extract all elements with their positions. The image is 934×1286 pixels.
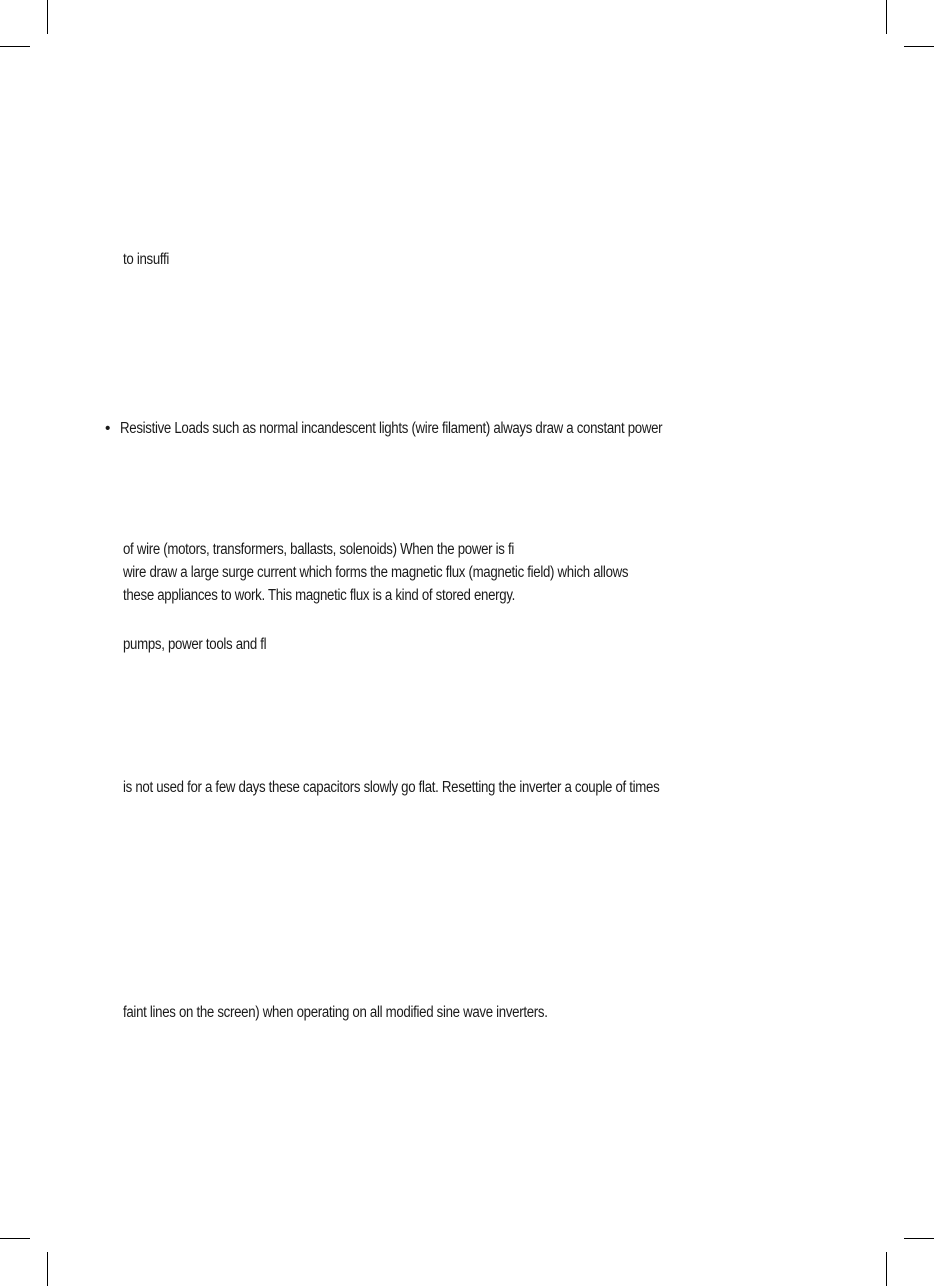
text-line-8: faint lines on the screen) when operating on all modified sine wave inverters. [123,1004,548,1021]
crop-mark-top-right-vertical [886,0,887,34]
text-line-5: these appliances to work. This magnetic flux is a kind of stored energy. [123,587,516,604]
crop-mark-top-right-horizontal [904,46,934,47]
text-line-6: pumps, power tools and fl [123,636,267,653]
text-line-4: wire draw a large surge current which forms the magnetic flux (magnetic field) which allows [123,564,629,581]
text-line-1: to insuffi [123,251,170,268]
text-line-7: is not used for a few days these capacitors slowly go flat. Resetting the inverter a couple of times [123,779,660,796]
crop-mark-top-left-horizontal [0,46,30,47]
crop-mark-top-left-vertical [47,0,48,34]
bullet-marker: • [105,420,111,437]
crop-mark-bottom-left-vertical [47,1252,48,1286]
text-line-2: Resistive Loads such as normal incandescent lights (wire filament) always draw a constant power [120,420,663,437]
crop-mark-bottom-right-horizontal [904,1238,934,1239]
crop-mark-bottom-left-horizontal [0,1238,30,1239]
crop-mark-bottom-right-vertical [886,1252,887,1286]
text-line-3: of wire (motors, transformers, ballasts, solenoids) When the power is fi [123,541,515,558]
